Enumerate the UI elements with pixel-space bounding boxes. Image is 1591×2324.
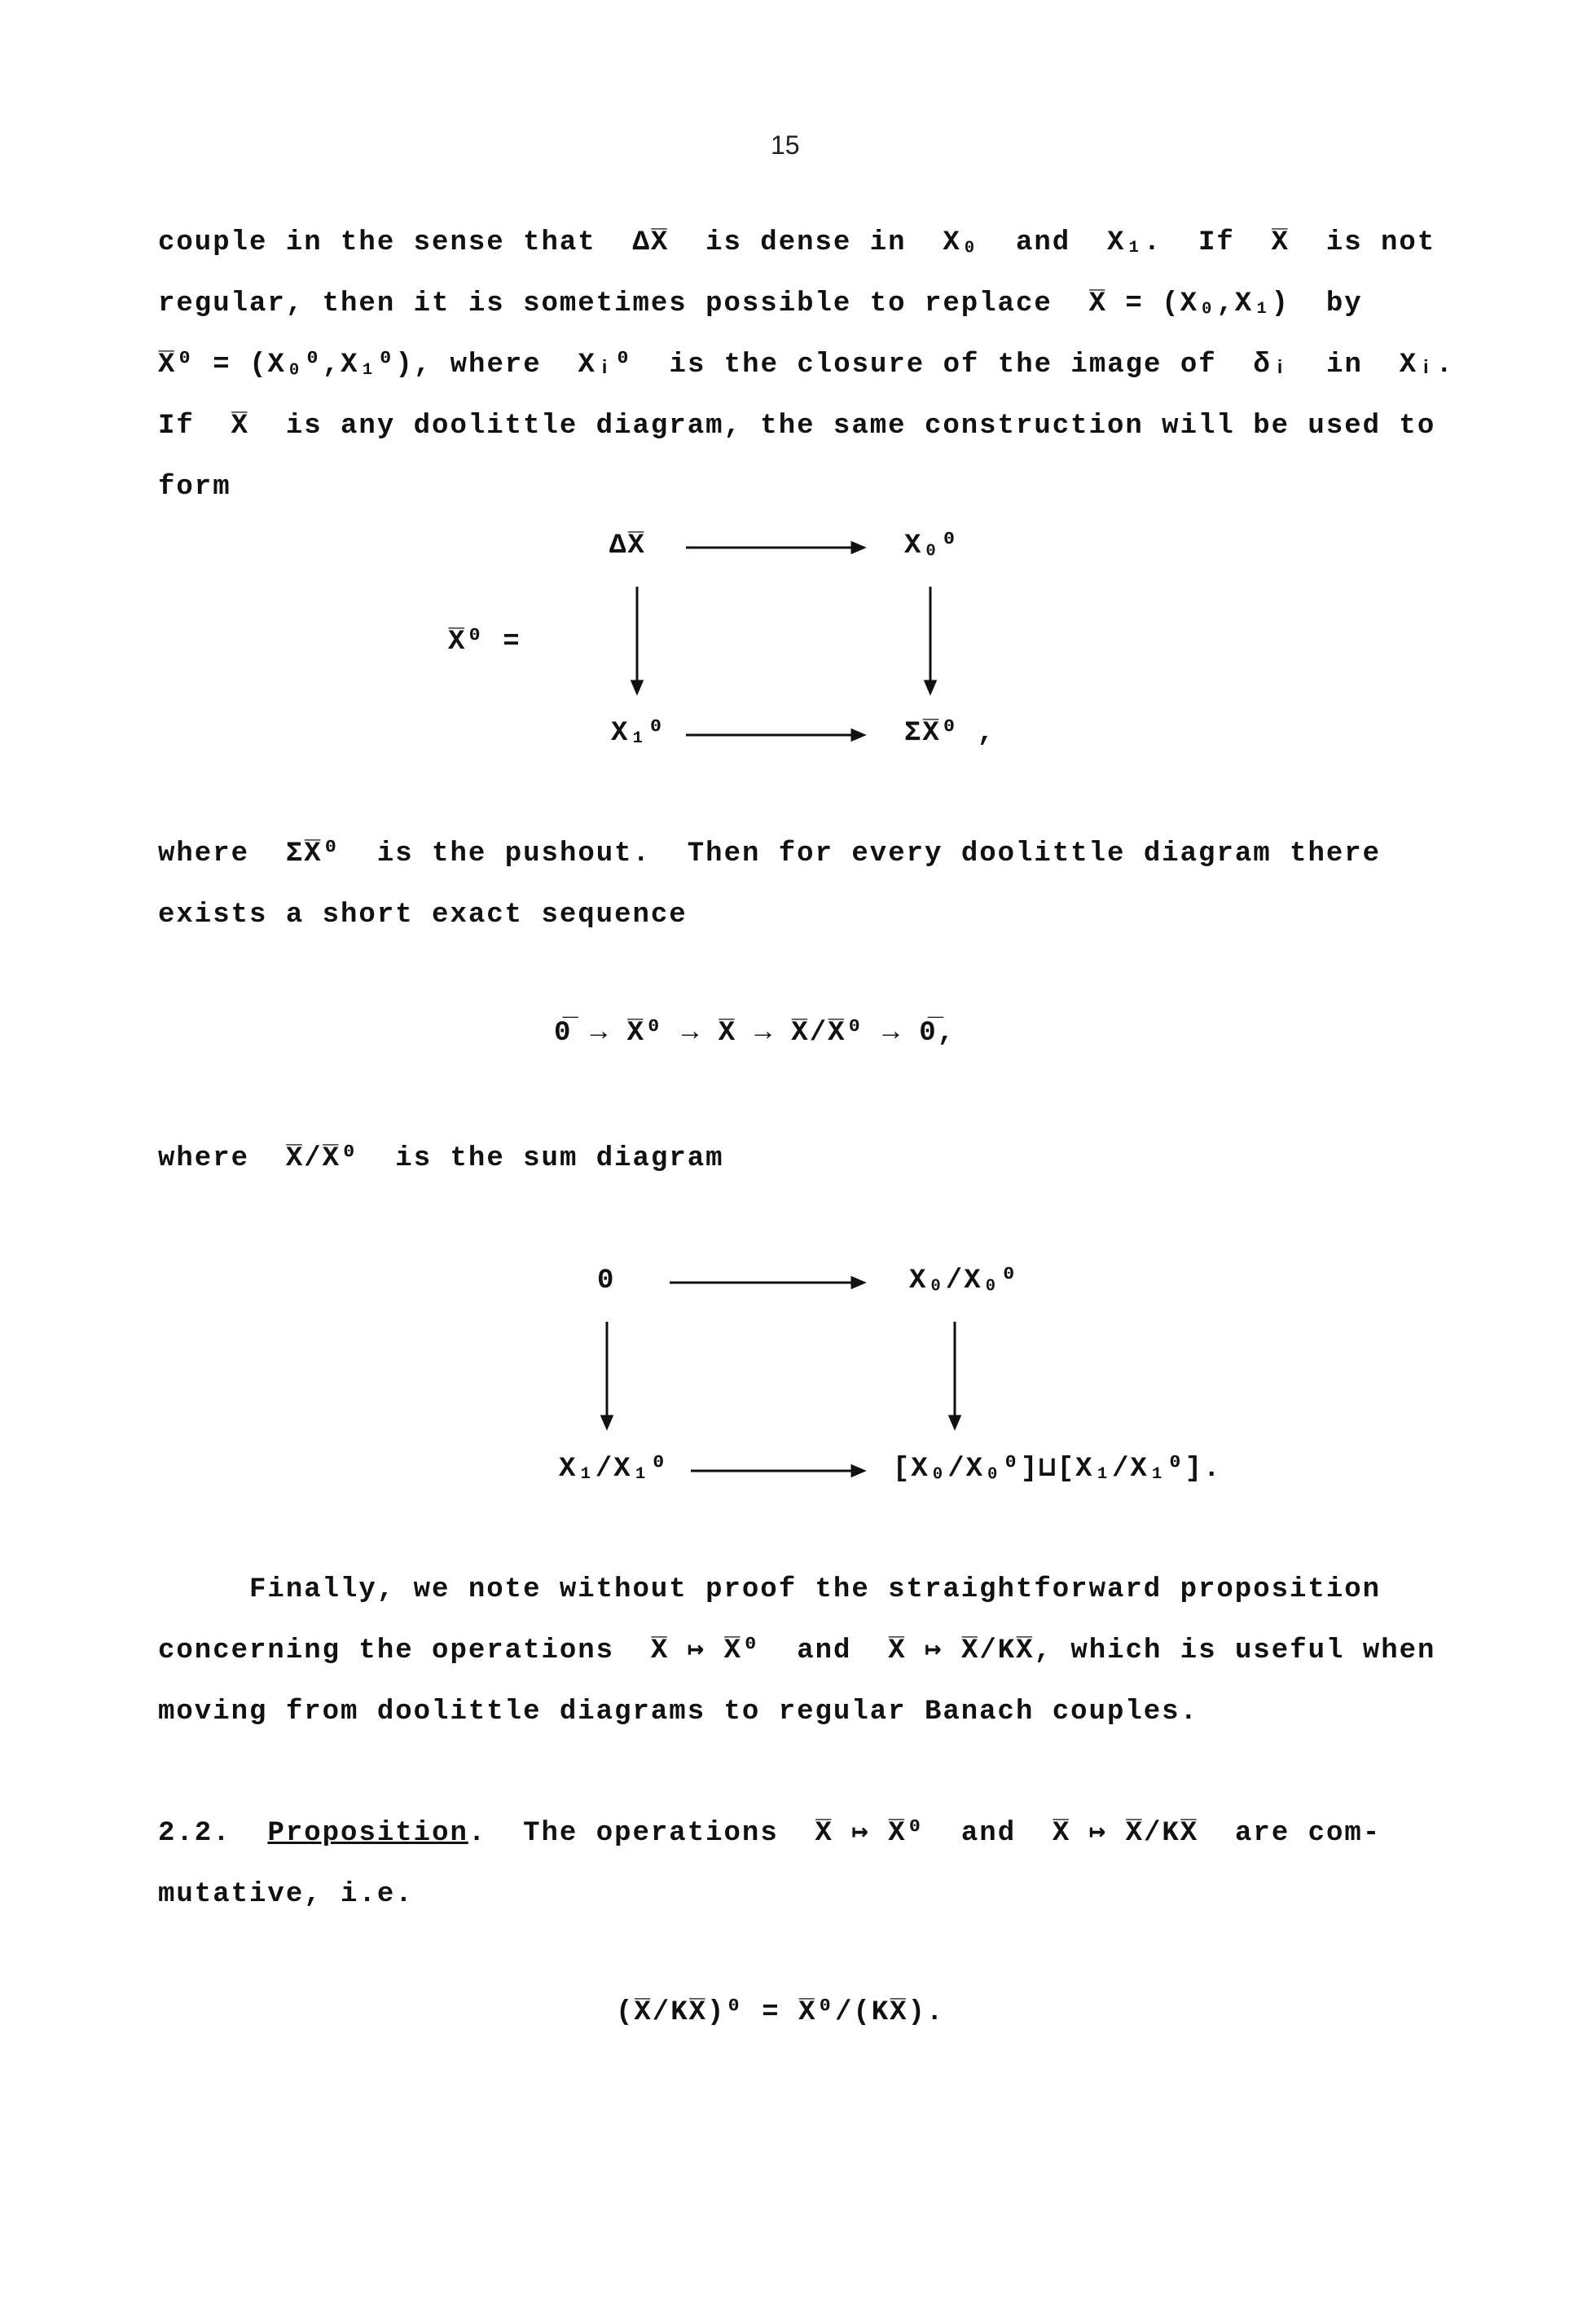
paragraph4-line1: Finally, we note without proof the straightforward proposition	[158, 1574, 1382, 1605]
paragraph1-line4: If X̅ is any doolittle diagram, the same construction will be used to	[158, 411, 1436, 442]
paragraph2-line1: where ΣX̅⁰ is the pushout. Then for every doolittle diagram there	[158, 838, 1382, 869]
diagram1-lhs: X̅⁰ =	[448, 627, 521, 658]
diagram2-arrowhead-top	[852, 1278, 864, 1287]
paragraph2-line2: exists a short exact sequence	[158, 900, 688, 931]
diagram1-bottom-right: ΣX̅⁰ ,	[904, 718, 996, 749]
diagram2-arrowhead-bottom	[852, 1466, 864, 1476]
exact-sequence: 0̅ → X̅⁰ → X̅ → X̅/X̅⁰ → 0̅,	[554, 1018, 956, 1049]
paragraph4-line3: moving from doolittle diagrams to regular Banach couples.	[158, 1697, 1198, 1728]
page-number: 15	[771, 130, 800, 160]
diagram1-top-right: X₀⁰	[904, 530, 960, 561]
diagram2-bottom-left: X₁/X₁⁰	[559, 1454, 669, 1485]
paragraph1-line1: couple in the sense that ΔX̅ is dense in X₀ and X₁. If X̅ is not	[158, 227, 1436, 258]
paragraph4-line2: concerning the operations X̅ ↦ X̅⁰ and X̅ ↦ X̅/KX̅, which is useful when	[158, 1635, 1436, 1666]
paragraph1-line3: X̅⁰ = (X₀⁰,X₁⁰), where Xᵢ⁰ is the closure of the image of δᵢ in Xᵢ.	[158, 350, 1454, 381]
proposition-equation: (X̅/KX̅)⁰ = X̅⁰/(KX̅).	[616, 1997, 945, 2028]
proposition-label: Proposition	[267, 1818, 468, 1849]
paragraph1-line5: form	[158, 472, 231, 503]
diagram2-top-left: 0	[597, 1265, 616, 1296]
diagram2-bottom-right: [X₀/X₀⁰]⊔[X₁/X₁⁰].	[893, 1454, 1222, 1485]
paragraph1-line2: regular, then it is sometimes possible to replace X̅ = (X₀,X₁) by	[158, 288, 1363, 319]
proposition-number: 2.2.	[158, 1818, 231, 1849]
diagram1-top-left: ΔX̅	[609, 530, 646, 561]
proposition-line1	[158, 1817, 1453, 1850]
proposition-line2: mutative, i.e.	[158, 1879, 414, 1910]
diagram2-top-right: X₀/X₀⁰	[909, 1265, 1019, 1296]
diagram1-bottom-left: X₁⁰	[611, 718, 666, 749]
diagram2-arrowhead-right	[950, 1416, 960, 1428]
proposition-text: . The operations X̅ ↦ X̅⁰ and X̅ ↦ X̅/KX̅ are com-	[468, 1818, 1382, 1849]
paragraph3: where X̅/X̅⁰ is the sum diagram	[158, 1143, 724, 1174]
diagram2-arrowhead-left	[602, 1416, 612, 1428]
